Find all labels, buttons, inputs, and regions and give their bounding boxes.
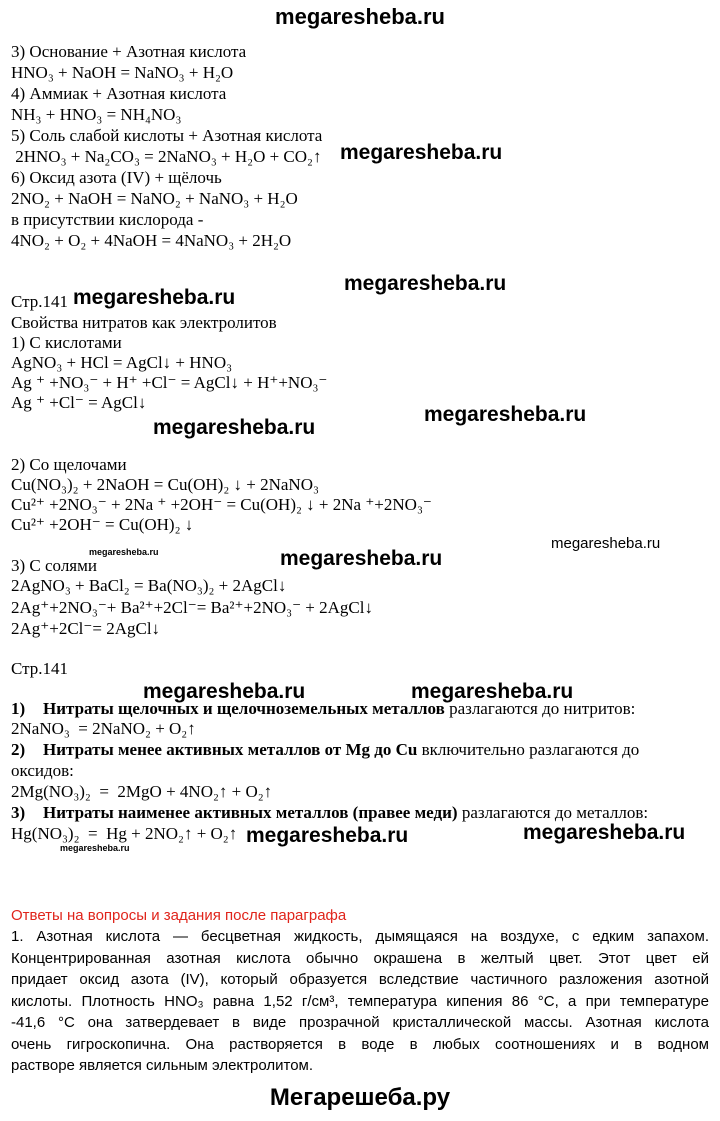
- equation-line: 4NO₂ + O₂ + 4NaOH = 4NaNO₃ + 2H₂O: [11, 231, 292, 250]
- paragraph-line: придает оксид азота (IV), который образуется вследствие частичного разложения азотной: [11, 971, 709, 988]
- list-item-bold: Нитраты наименее активных металлов (правее меди): [43, 803, 458, 822]
- page-ref: Стр.141: [11, 659, 69, 678]
- page-ref: Стр.141: [11, 292, 69, 311]
- watermark-small: megaresheba.ru: [89, 547, 159, 557]
- site-footer-watermark: Мегарешеба.ру: [269, 1084, 451, 1111]
- equation-line: Ag ⁺ +NO₃⁻ + H⁺ +Cl⁻ = AgCl↓ + H⁺+NO₃⁻: [11, 373, 328, 392]
- section-title: Свойства нитратов как электролитов: [11, 313, 277, 332]
- watermark: megaresheba.ru: [340, 141, 503, 164]
- equation-line: Hg(NO₃)₂ = Hg + 2NO₂↑ + O₂↑: [11, 824, 238, 843]
- paragraph-line: растворе является сильным электролитом.: [11, 1057, 314, 1074]
- text-line: 3) Основание + Азотная кислота: [11, 42, 247, 61]
- text-line: 6) Оксид азота (IV) + щёлочь: [11, 168, 222, 187]
- list-item: [11, 740, 639, 760]
- site-header-watermark: megaresheba.ru: [275, 4, 445, 29]
- equation-line: AgNO₃ + HCl = AgCl↓ + HNO₃: [11, 353, 233, 372]
- equation-line: 2AgNO₃ + BaCl₂ = Ba(NO₃)₂ + 2AgCl↓: [11, 576, 287, 595]
- list-item-text: включительно разлагаются до: [417, 740, 640, 759]
- watermark: megaresheba.ru: [411, 680, 574, 703]
- answer-paragraph: [11, 926, 709, 1077]
- paragraph-line: очень гигроскопична. Она растворяется в воде в любых соотношениях и в водном: [11, 1035, 709, 1053]
- equation-line: Cu²⁺ +2OH⁻ = Cu(OH)₂ ↓: [11, 515, 194, 534]
- watermark: megaresheba.ru: [246, 824, 409, 847]
- text-line: оксидов:: [11, 761, 74, 780]
- list-item-bold: Нитраты щелочных и щелочноземельных металлов: [43, 699, 445, 718]
- list-item-text: разлагаются до нитритов:: [444, 699, 636, 718]
- equation-line: 2Ag⁺+2Cl⁻= 2AgCl↓: [11, 619, 161, 638]
- watermark: megaresheba.ru: [424, 403, 587, 426]
- text-line: 2) Со щелочами: [11, 455, 127, 474]
- list-item-bold: Нитраты менее активных металлов от Mg до Cu: [43, 740, 418, 759]
- equation-line: 2NO₂ + NaOH = NaNO₂ + NaNO₃ + H₂O: [11, 189, 298, 208]
- text-line: 4) Аммиак + Азотная кислота: [11, 84, 227, 103]
- paragraph-line: кислоты. Плотность HNO₃ равна 1,52 г/см³, температура кипения 86 °С, а при температуре: [11, 992, 709, 1010]
- equation-line: Cu²⁺ +2NO₃⁻ + 2Na ⁺ +2OH⁻ = Cu(OH)₂ ↓ + 2Na ⁺+2NO₃⁻: [11, 495, 432, 514]
- list-number: 1): [11, 699, 26, 718]
- equation-line: HNO₃ + NaOH = NaNO₃ + H₂O: [11, 63, 234, 82]
- watermark-small: megaresheba.ru: [60, 843, 130, 853]
- equation-line: NH₃ + HNO₃ = NH₄NO₃: [11, 105, 182, 124]
- paragraph-line: Концентрированная азотная кислота обычно окрашена в желтый цвет. Этот цвет ей: [11, 949, 709, 967]
- equation-line: Cu(NO₃)₂ + 2NaOH = Cu(OH)₂ ↓ + 2NaNO₃: [11, 475, 319, 494]
- equation-line: 2Mg(NO₃)₂ = 2MgO + 4NO₂↑ + O₂↑: [11, 782, 273, 801]
- equation-line: 2NaNO₃ = 2NaNO₂ + O₂↑: [11, 719, 196, 738]
- watermark: megaresheba.ru: [523, 821, 686, 844]
- watermark: megaresheba.ru: [280, 547, 443, 570]
- watermark-plain: megaresheba.ru: [551, 535, 661, 552]
- list-item: [11, 803, 648, 823]
- list-item-text: разлагаются до металлов:: [457, 803, 649, 822]
- watermark: megaresheba.ru: [143, 680, 306, 703]
- paragraph-line: -41,6 °С она затвердевает в виде прозрачной кристаллической массы. Азотная кислота: [11, 1014, 709, 1031]
- watermark: megaresheba.ru: [153, 416, 316, 439]
- list-number: 3): [11, 803, 26, 822]
- answers-heading: Ответы на вопросы и задания после параграфа: [11, 907, 347, 924]
- equation-line: 2HNO₃ + Na₂CO₃ = 2NaNO₃ + H₂O + CO₂↑: [11, 147, 322, 166]
- equation-line: Ag ⁺ +Cl⁻ = AgCl↓: [11, 393, 147, 412]
- list-item: [11, 699, 635, 719]
- equation-line: 2Ag⁺+2NO₃⁻+ Ba²⁺+2Cl⁻= Ba²⁺+2NO₃⁻ + 2AgCl↓: [11, 598, 373, 617]
- list-number: 2): [11, 740, 26, 759]
- text-line: 5) Соль слабой кислоты + Азотная кислота: [11, 126, 323, 145]
- text-line: 1) С кислотами: [11, 333, 122, 352]
- paragraph-line: 1. Азотная кислота — бесцветная жидкость, дымящаяся на воздухе, с едким запахом.: [11, 928, 709, 945]
- text-line: в присутствии кислорода -: [11, 210, 204, 229]
- text-line: 3) С солями: [11, 556, 97, 575]
- watermark: megaresheba.ru: [73, 286, 236, 309]
- watermark: megaresheba.ru: [344, 272, 507, 295]
